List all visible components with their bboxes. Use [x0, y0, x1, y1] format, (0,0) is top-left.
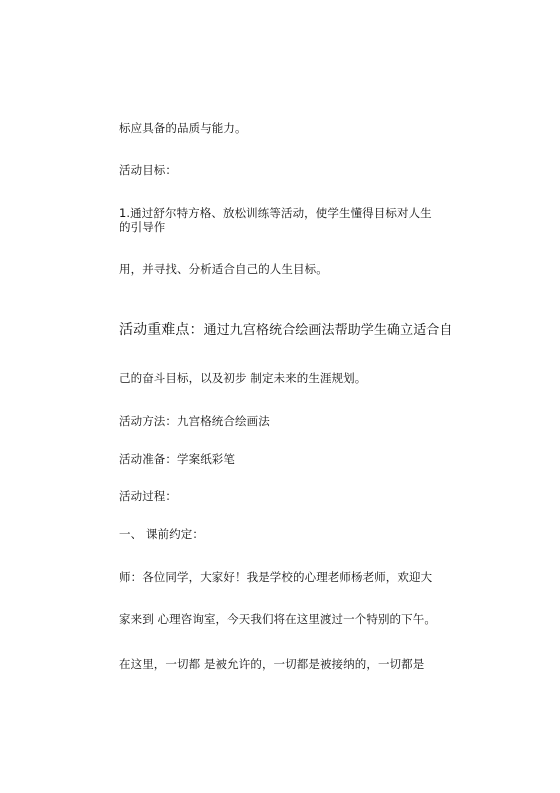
text-line: 1.通过舒尔特方格、放松训练等活动，使学生懂得目标对人生的引导作 [119, 206, 432, 234]
text-line: 师：各位同学，大家好！我是学校的心理老师杨老师，欢迎大 [119, 570, 433, 584]
text-line: 用，并寻找、分析适合自己的人生目标。 [119, 262, 328, 276]
section-heading-objectives: 活动目标： [119, 163, 177, 177]
key-points-text: 通过九宫格统合绘画法帮助学生确立适合自 [203, 323, 453, 338]
text-line: 在这里，一切都 是被允许的，一切都是被接纳的，一切都是 [119, 657, 425, 671]
section-heading-process: 活动过程： [119, 489, 177, 503]
section-heading-preparation: 活动准备：学案纸彩笔 [119, 452, 235, 466]
key-points-line [119, 323, 453, 338]
subsection-heading: 一、 课前约定： [119, 527, 204, 541]
text-line: 己的奋斗目标，以及初步 制定未来的生涯规划。 [119, 371, 367, 385]
key-points-label: 活动重难点： [119, 322, 204, 338]
section-heading-method: 活动方法：九宫格统合绘画法 [119, 414, 270, 428]
text-line: 家来到 心理咨询室，今天我们将在这里渡过一个特别的下午。 [119, 612, 436, 626]
text-line: 标应具备的品质与能力。 [119, 121, 247, 135]
